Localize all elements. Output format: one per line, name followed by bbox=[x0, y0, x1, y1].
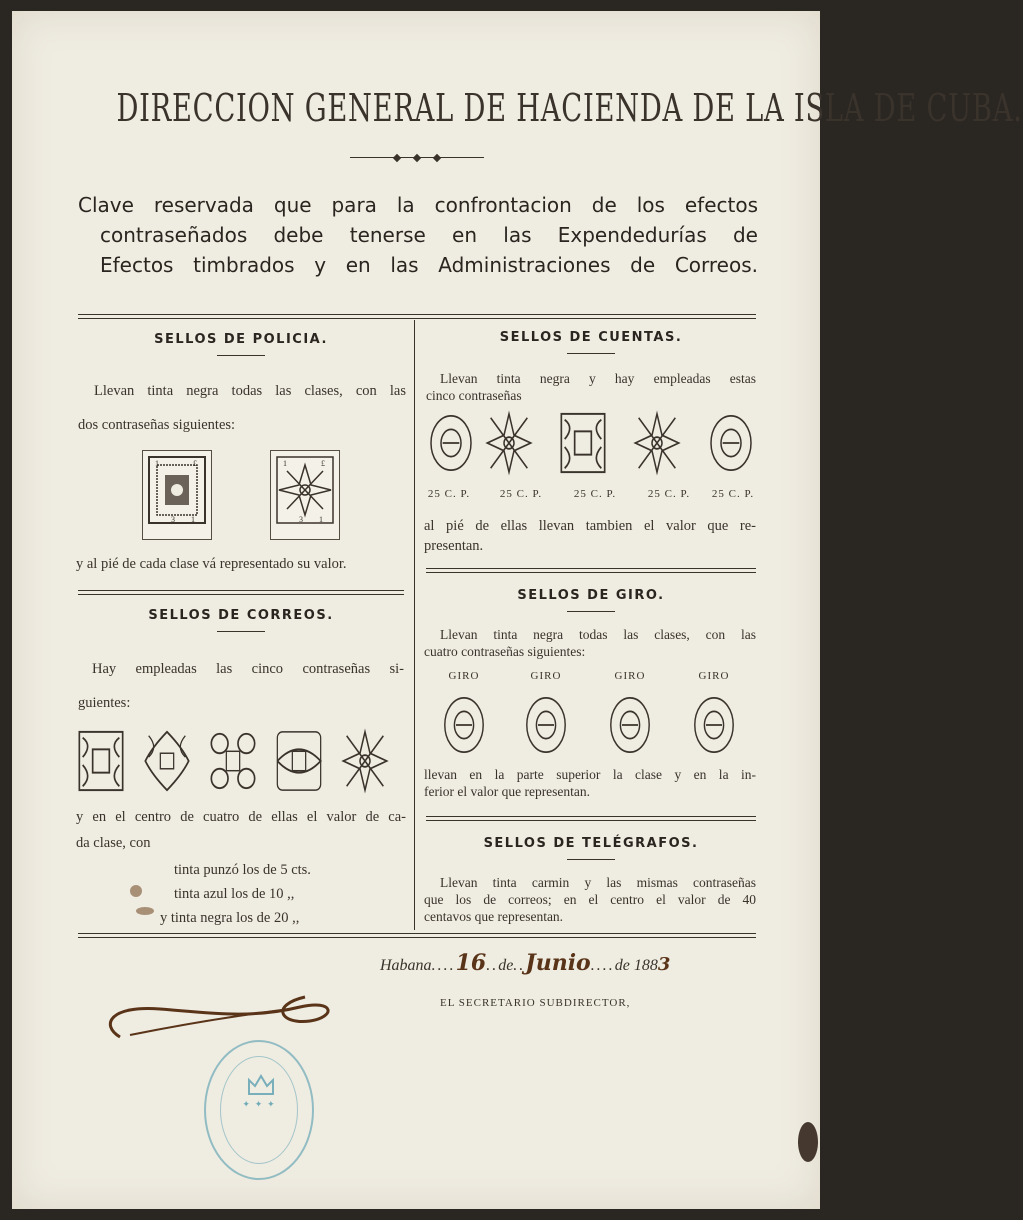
svg-text:3: 3 bbox=[171, 515, 175, 524]
subtitle-line: contraseñados debe tenerse en las Expendedurías de bbox=[100, 223, 758, 247]
giro-stamp-1 bbox=[440, 692, 488, 758]
giro-stamp-4 bbox=[690, 692, 738, 758]
ink-stain bbox=[130, 885, 142, 897]
date-de1: de bbox=[498, 957, 514, 974]
giro-stamp-2 bbox=[522, 692, 570, 758]
bottom-rule bbox=[78, 933, 756, 934]
telegrafos-heading: SELLOS DE TELÉGRAFOS. bbox=[426, 836, 756, 860]
correos-after bbox=[76, 806, 406, 854]
correos-after1: y en el centro de cuatro de ellas el valor de ca- bbox=[76, 809, 406, 825]
cuentas-line1: Llevan tinta negra y hay empleadas estas bbox=[440, 371, 756, 386]
svg-text:1: 1 bbox=[319, 515, 323, 524]
date-month: Junio bbox=[525, 950, 591, 976]
bottom-rule-2 bbox=[78, 937, 756, 938]
policia-stamp-1 bbox=[142, 450, 212, 540]
svg-text:3: 3 bbox=[299, 515, 303, 524]
policia-line1: Llevan tinta negra todas las clases, con las bbox=[94, 383, 406, 399]
cuentas-stamp-caption: 25 C. P. bbox=[573, 488, 617, 500]
cuentas-stamp-4 bbox=[632, 410, 682, 476]
giro-stamp-caption: GIRO bbox=[448, 670, 480, 682]
date-de2: de 188 bbox=[614, 957, 658, 974]
cuentas-stamp-1 bbox=[426, 410, 476, 476]
title-ornament bbox=[350, 155, 484, 161]
cuentas-after1: al pié de ellas llevan tambien el valor que re- bbox=[424, 518, 756, 534]
policia-bottom-rule bbox=[78, 590, 404, 591]
correos-after2: da clase, con bbox=[76, 835, 151, 851]
correos-tinta2: tinta azul los de 10 ,, bbox=[174, 886, 295, 902]
top-rule bbox=[78, 314, 756, 315]
giro-stamp-caption: GIRO bbox=[698, 670, 730, 682]
giro-stamp-caption: GIRO bbox=[530, 670, 562, 682]
giro-after bbox=[424, 766, 756, 800]
official-seal bbox=[204, 1040, 314, 1180]
document-subtitle bbox=[78, 190, 758, 280]
cuentas-bottom-rule-2 bbox=[426, 572, 756, 573]
cuentas-bottom-rule bbox=[426, 568, 756, 569]
cuentas-text bbox=[426, 370, 756, 404]
subtitle-line: Clave reservada que para la confrontacion de los efectos bbox=[78, 193, 758, 217]
correos-stamp-5 bbox=[340, 728, 390, 794]
seal-emblem: ✦ ✦ ✦ bbox=[242, 1100, 276, 1110]
svg-text:£: £ bbox=[193, 459, 197, 468]
ink-stain bbox=[136, 907, 154, 915]
correos-stamp-4 bbox=[274, 728, 324, 794]
giro-stamp-3 bbox=[606, 692, 654, 758]
policia-heading: SELLOS DE POLICIA. bbox=[78, 332, 404, 356]
cuentas-stamp-caption: 25 C. P. bbox=[647, 488, 691, 500]
date-year-digit: 3 bbox=[657, 954, 671, 975]
svg-text:£: £ bbox=[321, 459, 325, 468]
giro-stamp-caption: GIRO bbox=[614, 670, 646, 682]
telegrafos-line3: centavos que representan. bbox=[424, 909, 564, 924]
cuentas-after bbox=[424, 516, 756, 556]
giro-heading: SELLOS DE GIRO. bbox=[426, 588, 756, 612]
policia-text bbox=[78, 380, 406, 436]
cuentas-stamp-2 bbox=[484, 410, 534, 476]
cuentas-heading: SELLOS DE CUENTAS. bbox=[426, 330, 756, 354]
telegrafos-text bbox=[424, 874, 756, 925]
cuentas-stamp-5 bbox=[706, 410, 756, 476]
giro-bottom-rule bbox=[426, 816, 756, 817]
ink-stain bbox=[798, 1122, 818, 1162]
correos-stamp-3 bbox=[208, 728, 258, 794]
cuentas-stamp-caption: 25 C. P. bbox=[427, 488, 471, 500]
cuentas-line2: cinco contraseñas bbox=[426, 388, 522, 403]
cuentas-stamp-caption: 25 C. P. bbox=[711, 488, 755, 500]
giro-after2: ferior el valor que representan. bbox=[424, 784, 591, 799]
telegrafos-line1: Llevan tinta carmin y las mismas contraseñas bbox=[440, 875, 756, 890]
cuentas-stamp-caption: 25 C. P. bbox=[499, 488, 543, 500]
cuentas-after2: presentan. bbox=[424, 538, 484, 554]
correos-heading: SELLOS DE CORREOS. bbox=[78, 608, 404, 632]
cuentas-stamp-3 bbox=[558, 410, 608, 476]
subtitle-line: Efectos timbrados y en las Administraciones de Correos. bbox=[100, 253, 758, 277]
date-place: Habana bbox=[380, 957, 432, 974]
policia-bottom-rule-2 bbox=[78, 594, 404, 595]
giro-line2: cuatro contraseñas siguientes: bbox=[424, 644, 586, 659]
signature-flourish bbox=[100, 985, 340, 1045]
correos-line1: Hay empleadas las cinco contraseñas si- bbox=[92, 661, 404, 677]
svg-text:1: 1 bbox=[191, 515, 195, 524]
correos-tinta-list bbox=[160, 858, 410, 930]
correos-line2: guientes: bbox=[78, 695, 131, 711]
correos-stamp-1 bbox=[76, 728, 126, 794]
column-divider bbox=[414, 320, 415, 930]
policia-footer: y al pié de cada clase vá representado su valor. bbox=[76, 556, 347, 572]
policia-line2: dos contraseñas siguientes: bbox=[78, 417, 236, 433]
date-line: Habana....16..de..Junio....de 1883 bbox=[380, 950, 671, 976]
policia-stamp-2 bbox=[270, 450, 340, 540]
giro-after1: llevan en la parte superior la clase y en la in- bbox=[424, 767, 756, 782]
document-title: DIRECCION GENERAL DE HACIENDA DE LA ISLA DE CUBA. bbox=[116, 86, 1023, 130]
date-day: 16 bbox=[455, 950, 487, 976]
correos-stamp-2 bbox=[142, 728, 192, 794]
giro-bottom-rule-2 bbox=[426, 820, 756, 821]
correos-tinta3: y tinta negra los de 20 ,, bbox=[160, 910, 300, 926]
svg-text:1: 1 bbox=[283, 459, 287, 468]
secretario-label: EL SECRETARIO SUBDIRECTOR, bbox=[440, 997, 631, 1009]
correos-tinta1: tinta punzó los de 5 cts. bbox=[174, 862, 311, 878]
top-rule-2 bbox=[78, 318, 756, 319]
correos-text bbox=[78, 658, 404, 714]
giro-text bbox=[424, 626, 756, 660]
telegrafos-line2: que los de correos; en el centro el valor de 40 bbox=[424, 892, 756, 907]
giro-line1: Llevan tinta negra todas las clases, con las bbox=[440, 627, 756, 642]
svg-text:1: 1 bbox=[155, 459, 159, 468]
